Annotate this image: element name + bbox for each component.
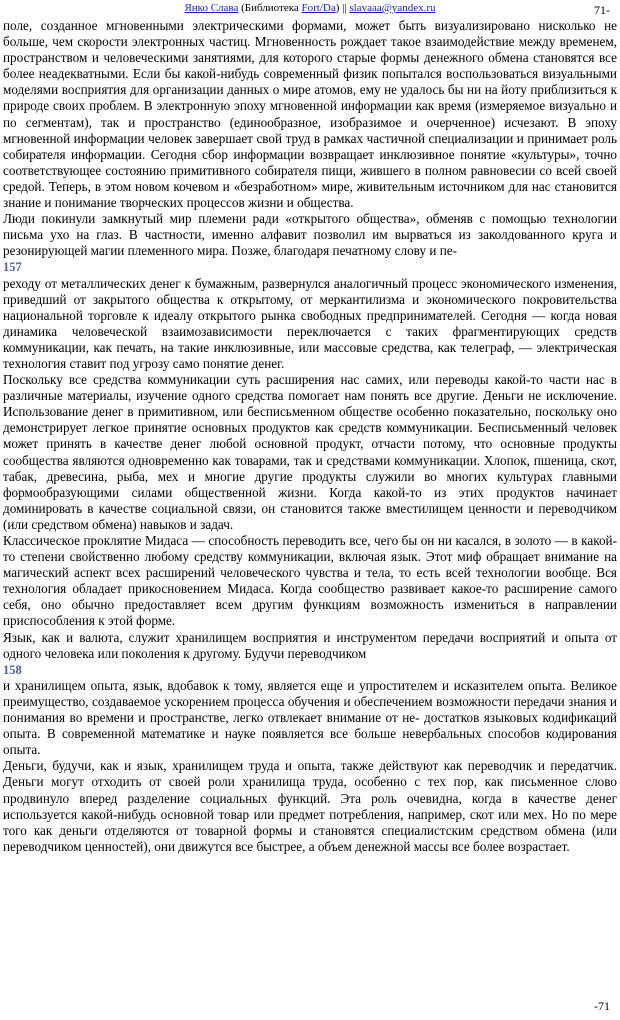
footer-page-number: -71 [594, 999, 610, 1013]
page-header [0, 2, 620, 18]
paragraph: Классическое проклятие Мидаса — способность переводить все, чего бы он ни касался, в золото — в какой-то степени свойственно любому средству коммуникации, включая язык. Этот миф обращает внимание на магический аспект всех расширений человеческого чувства и тела, то есть всей технологии вообще. Вся технология обладает прикосновением Мидаса. Когда сообщество развивает какое-то расширение самого себя, оно обычно предоставляет всем другим функциям возможность измениться в направлении приспособления к этой форме. [3, 533, 617, 629]
paragraph: реходу от металлических денег к бумажным, развернулся аналогичный процесс экономического изменения, приведший от закрытого общества к открытому, от меркантилизма и экономического покровительства национальной торговле к идеалу открытого рынка свободных предпринимателей. Сегодня — когда новая динамика человеческой взаимозависимости переключается с таких фрагментирующих средств коммуникации, как печать, на такие инклюзивные, или массовые средства, как телеграф, — электрическая технология ставит под угрозу само понятие денег. [3, 275, 617, 371]
page-marker: 157 [3, 260, 22, 275]
paragraph: Деньги, будучи, как и язык, хранилищем труда и опыта, также действуют как переводчик и передатчик. Деньги могут отходить от своей роли хранилища труда, особенно с тех пор, как письменное слово продвинуло вперед разделение социальных функций. Эта роль очевидна, когда в качестве денег используется какой-нибудь основной товар или предмет потребления, например, скот или мех. Но по мере того как деньги отделяются от товарной формы и становятся специалистским средством обмена (или переводчиком ценностей), они движутся все быстрее, а объем денежной массы все более возрастает. [3, 758, 617, 854]
fort-da-link[interactable]: Fort/Da [301, 2, 336, 14]
page-marker: 158 [3, 662, 22, 677]
author-link[interactable]: Янко Слава [184, 2, 239, 14]
paragraph: Люди покинули замкнутый мир племени ради «открытого общества», обменяв с помощью технологии письма ухо на глаз. В частности, именно алфавит позволил им вырваться из заколдованного круга и резонирующей магии племенного мира. Позже, благодаря печатному слову и пе- [3, 211, 617, 259]
email-link[interactable]: slavaaa@yandex.ru [349, 2, 436, 14]
paragraph: Поскольку все средства коммуникации суть расширения нас самих, или переводы какой-то части нас в различные материалы, изучение одного средства помогает нам понять все другие. Деньги не исключение. Использование денег в примитивном, или бесписьменном обществе особенно показательно, поскольку оно демонстрирует легкое принятие основных продуктов как средств коммуникации. Бесписьменный человек может принять в качестве денег любой основной продукт, отчасти потому, что основные продукты сообщества являются одновременно как товарами, так и средствами коммуникации. Хлопок, пшеница, скот, табак, древесина, рыба, мех и многие другие продукты служили во многих культурах главными формообразующими силами общественной жизни. Когда какой-то из этих продуктов начинает доминировать в качестве социальной связи, он становится также вместилищем ценности и переводчиком (или средством обмена) навыков и задач. [3, 372, 617, 532]
library-label-close: ) || [335, 2, 350, 14]
paragraph: поле, созданное мгновенными электрическими формами, может быть визуализировано нисколько не больше, чем скорости электронных частиц. Мгновенность рождает такое взаимодействие между временем, пространством и человеческими занятиями, для которого старые формы денежного обмена становятся все более неадекватными. Если бы какой-нибудь современный физик попытался воспользоваться визуальными моделями восприятия для организации данных о мире атомов, ему не удалось бы ни на йоту приблизиться к природе своих проблем. В электронную эпоху мгновенной информации как время (измеряемое визуально и по сегментам), так и пространство (единообразное, изобразимое и очерченное) исчезают. В эпоху мгновенной информации человек завершает свой труд в рамках частичной специализации и принимает роль собирателя информации. Сегодня сбор информации возвращает инклюзивное понятие «культуры», точно соответствующее состоянию примитивного собирателя пищи, жившего в полном равновесии со всей своей средой. Теперь, в этом новом кочевом и «безработном» мире, живительным источником для нас становится знание и понимание творческих процессов жизни и общества. [3, 18, 617, 211]
header-page-number: 71- [594, 3, 610, 17]
page-body [3, 18, 617, 855]
paragraph: и хранилищем опыта, язык, вдобавок к тому, является еще и упростителем и исказителем опыта. Великое преимущество, создаваемое ускорением процесса обучения и обеспечением возможности передачи знания и понимания во времени и пространстве, легко отвлекает внимание от не- достатков языковых кодификаций опыта. В современной математике и науке появляется все больше невербальных способов кодирования опыта. [3, 677, 617, 758]
library-label-open: (Библиотека [238, 2, 302, 14]
paragraph: Язык, как и валюта, служит хранилищем восприятия и инструментом передачи восприятий и опыта от одного человека или поколения к другому. Будучи переводчиком [3, 629, 617, 661]
